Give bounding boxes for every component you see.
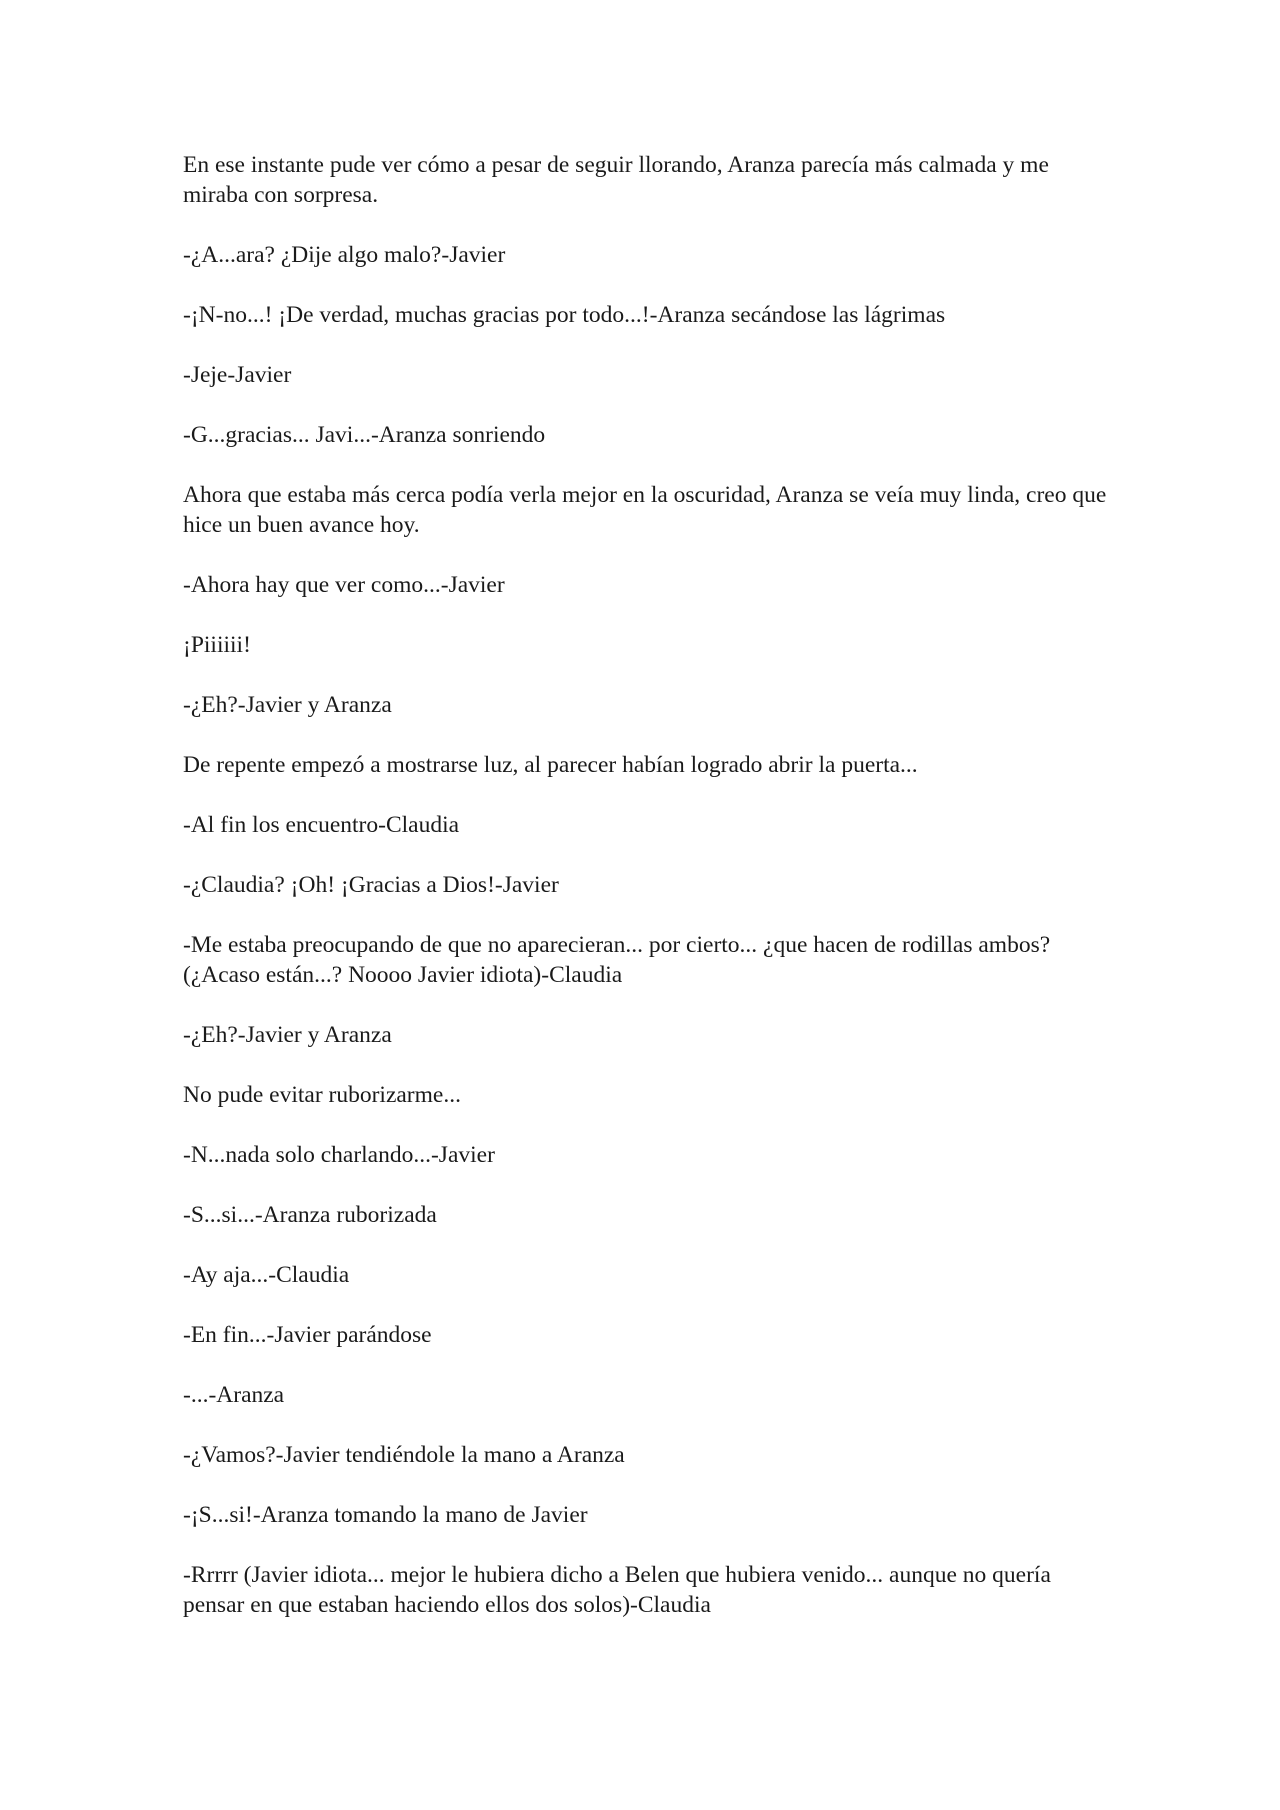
paragraph: -Me estaba preocupando de que no aparecieran... por cierto... ¿que hacen de rodillas ambos? (¿Acaso están...? Noooo Javier idiota)-Claudia [183,932,1051,988]
paragraph: -¿Eh?-Javier y Aranza [183,692,392,718]
paragraph: -Jeje-Javier [183,362,292,388]
paragraph: -Al fin los encuentro-Claudia [183,812,460,838]
paragraph: -N...nada solo charlando...-Javier [183,1142,495,1168]
paragraph: De repente empezó a mostrarse luz, al parecer habían logrado abrir la puerta... [183,752,918,778]
paragraph: En ese instante pude ver cómo a pesar de seguir llorando, Aranza parecía más calmada y me miraba con sorpresa. [183,152,1049,208]
paragraph: -Ahora hay que ver como...-Javier [183,572,505,598]
paragraph: -...-Aranza [183,1382,285,1408]
paragraph: -¿Claudia? ¡Oh! ¡Gracias a Dios!-Javier [183,872,559,898]
paragraph: -¿A...ara? ¿Dije algo malo?-Javier [183,242,506,268]
paragraph: -¡N-no...! ¡De verdad, muchas gracias por todo...!-Aranza secándose las lágrimas [183,302,946,328]
paragraph: No pude evitar ruborizarme... [183,1082,461,1108]
paragraph: -S...si...-Aranza ruborizada [183,1202,437,1228]
paragraph: -¿Vamos?-Javier tendiéndole la mano a Aranza [183,1442,625,1468]
paragraph: Ahora que estaba más cerca podía verla mejor en la oscuridad, Aranza se veía muy linda, creo que hice un buen avance hoy. [183,482,1107,538]
paragraph: -Ay aja...-Claudia [183,1262,350,1288]
paragraph: -¡S...si!-Aranza tomando la mano de Javier [183,1502,588,1528]
paragraph: -G...gracias... Javi...-Aranza sonriendo [183,422,546,448]
paragraph: -¿Eh?-Javier y Aranza [183,1022,392,1048]
paragraph: -En fin...-Javier parándose [183,1322,432,1348]
paragraph: -Rrrrr (Javier idiota... mejor le hubiera dicho a Belen que hubiera venido... aunque no quería pensar en que estaban haciendo ellos dos solos)-Claudia [183,1562,1051,1618]
paragraph: ¡Piiiiii! [183,632,251,658]
document-body [183,150,1113,1650]
